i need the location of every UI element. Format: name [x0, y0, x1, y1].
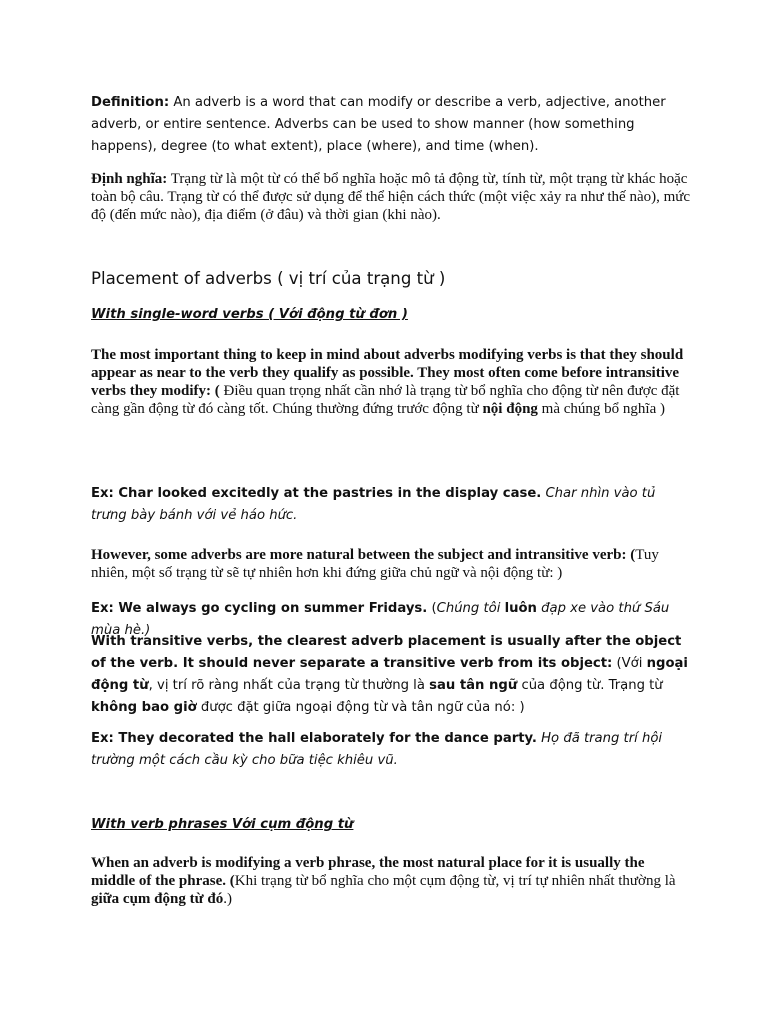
verb-phrase-normal2: .): [223, 891, 232, 907]
verb-phrases-heading: With verb phrases Với cụm động từ: [91, 817, 354, 832]
example-2-tr1: Chúng tôi: [436, 601, 505, 616]
most-important-bold: The most important thing to keep in mind about adverbs modifying verbs is that they should appear as near to the verb they qualify as possible. They most often come before intransitive verbs they modify: (: [91, 347, 684, 399]
definition-label: Definition:: [91, 95, 170, 110]
most-important-normal: Điều quan trọng nhất cần nhớ là trạng từ bổ nghĩa cho động từ nên được đặt càng gần động từ đó càng tốt. Chúng thường đứng trước động từ: [91, 383, 680, 417]
most-important-normal2: mà chúng bổ nghĩa ): [537, 401, 665, 417]
verb-phrase-bold2: giữa cụm động từ đó: [91, 891, 224, 907]
definition-paragraph: [91, 92, 691, 158]
most-important-paragraph: [91, 346, 691, 418]
most-important-bold2: nội động: [482, 401, 538, 417]
example-3-sentence: Ex: They decorated the hall elaborately for the dance party.: [91, 731, 537, 746]
verb-phrase-normal: Khi trạng từ bổ nghĩa cho một cụm động từ, vị trí tự nhiên nhất thường là: [234, 873, 676, 889]
transitive-b2: sau tân ngữ: [429, 678, 518, 693]
example-3-translation: Họ đã trang trí hội trường một cách cầu kỳ cho bữa tiệc khiêu vũ.: [91, 731, 663, 768]
transitive-b1: ngoại động từ: [91, 656, 688, 693]
example-2-bold: luôn: [504, 601, 537, 616]
however-paragraph: [91, 546, 691, 582]
verb-phrase-paragraph: [91, 854, 691, 908]
dinh-nghia-paragraph: [91, 170, 691, 224]
transitive-b3: không bao giờ: [91, 700, 197, 715]
example-2-sentence: Ex: We always go cycling on summer Fridays.: [91, 601, 428, 616]
example-1: [91, 483, 691, 527]
transitive-p1: (Với: [612, 656, 647, 671]
definition-text: An adverb is a word that can modify or describe a verb, adjective, another adverb, or entire sentence. Adverbs can be used to show manner (how something happens), degree (to what extent), place (where), and time (when).: [91, 95, 666, 154]
single-word-heading: With single-word verbs ( Với động từ đơn ): [91, 307, 408, 322]
example-3: [91, 728, 691, 772]
however-bold: However, some adverbs are more natural between the subject and intransitive verb: (: [91, 547, 636, 563]
example-2-open: (: [427, 601, 437, 616]
dinh-nghia-text: Trạng từ là một từ có thể bổ nghĩa hoặc mô tả động từ, tính từ, một trạng từ khác hoặc toàn bộ câu. Trạng từ có thể được sử dụng để thể hiện cách thức (một việc xảy ra như thế nào), mức độ (đến mức nào), địa điểm (ở đâu) và thời gian (khi nào).: [91, 171, 691, 223]
example-2-tr2: đạp xe vào thứ Sáu mùa hè.): [91, 601, 670, 638]
example-1-translation: Char nhìn vào tủ trưng bày bánh với vẻ háo hức.: [91, 486, 656, 523]
however-normal: Tuy nhiên, một số trạng từ sẽ tự nhiên hơn khi đứng giữa chủ ngữ và nội động từ: ): [91, 547, 659, 581]
dinh-nghia-label: Định nghĩa:: [91, 171, 168, 187]
transitive-bold: With transitive verbs, the clearest adverb placement is usually after the object of the verb. It should never separate a transitive verb from its object:: [91, 634, 682, 671]
example-1-sentence: Ex: Char looked excitedly at the pastries in the display case.: [91, 486, 542, 501]
transitive-p4: được đặt giữa ngoại động từ và tân ngữ của nó: ): [196, 700, 525, 715]
transitive-p2: , vị trí rõ ràng nhất của trạng từ thường là: [148, 678, 430, 693]
placement-heading: Placement of adverbs ( vị trí của trạng từ ): [91, 269, 446, 288]
transitive-paragraph: [91, 631, 691, 719]
transitive-p3: của động từ. Trạng từ: [517, 678, 663, 693]
verb-phrase-bold: When an adverb is modifying a verb phrase, the most natural place for it is usually the middle of the phrase. (: [91, 855, 645, 889]
